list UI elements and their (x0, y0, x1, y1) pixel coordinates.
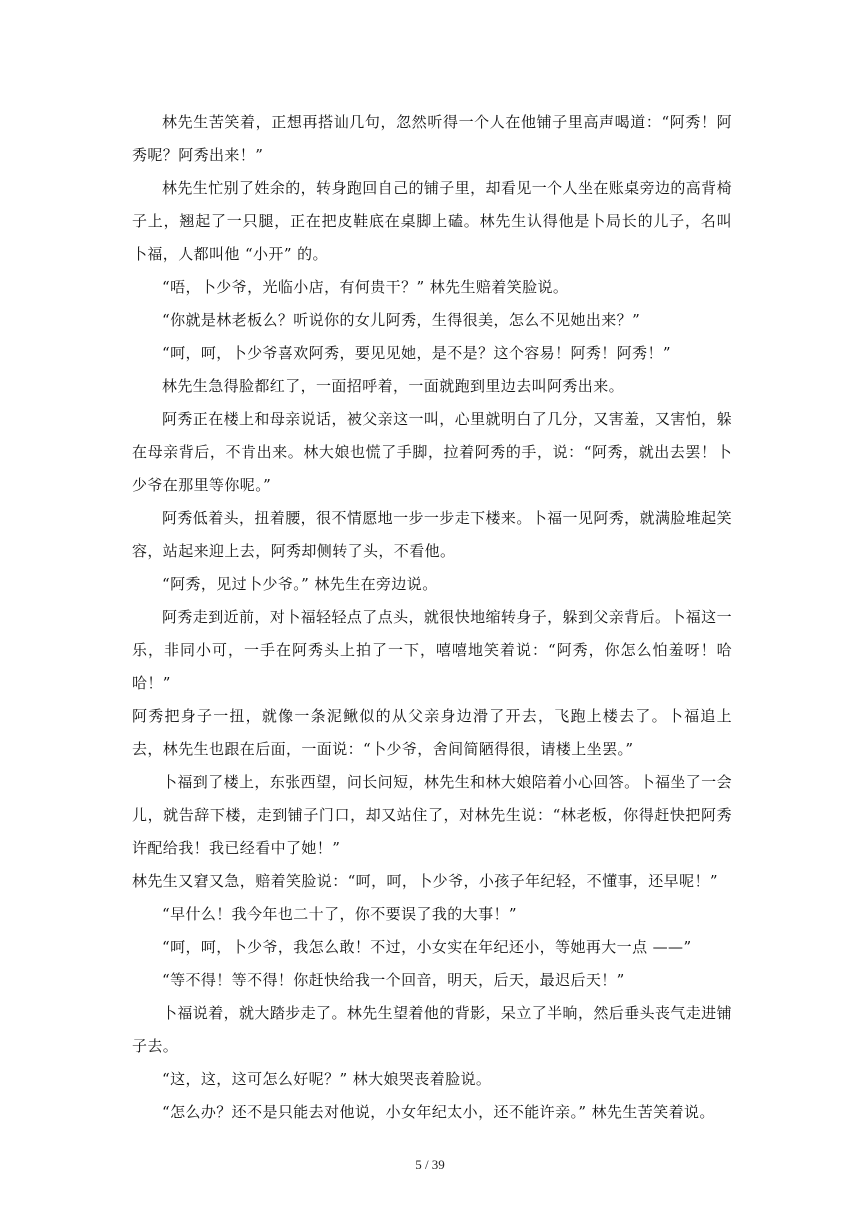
page-number: 5 / 39 (415, 1157, 445, 1172)
paragraph: 林先生又窘又急，赔着笑脸说：“呵，呵，卜少爷，小孩子年纪轻，不懂事，还早呢！” (132, 872, 718, 890)
paragraph: “等不得！等不得！你赶快给我一个回音，明天，后天，最迟后天！” (162, 971, 625, 989)
paragraph: 卜福说着，就大踏步走了。林先生望着他的背影，呆立了半晌，然后垂头丧气走进铺子去。 (132, 1004, 732, 1055)
paragraph: 阿秀低着头，扭着腰，很不情愿地一步一步走下楼来。卜福一见阿秀，就满脸堆起笑容，站起来迎上去，阿秀却侧转了头，不看他。 (132, 509, 732, 560)
paragraph: 林先生苦笑着，正想再搭讪几句，忽然听得一个人在他铺子里高声喝道：“阿秀！阿秀呢？阿秀出来！” (132, 113, 732, 164)
paragraph: 阿秀正在楼上和母亲说话，被父亲这一叫，心里就明白了几分，又害羞，又害怕，躲在母亲背后，不肯出来。林大娘也慌了手脚，拉着阿秀的手，说：“阿秀，就出去罢！卜少爷在那里等你呢。” (132, 410, 732, 494)
paragraph: 阿秀把身子一扭，就像一条泥鳅似的从父亲身边滑了开去，飞跑上楼去了。卜福追上去，林先生也跟在后面，一面说：“卜少爷，舍间简陋得很，请楼上坐罢。” (132, 707, 732, 758)
paragraph: “怎么办？还不是只能去对他说，小女年纪太小，还不能许亲。” 林先生苦笑着说。 (162, 1103, 715, 1121)
paragraph: “唔，卜少爷，光临小店，有何贵干？” 林先生赔着笑脸说。 (162, 278, 569, 296)
paragraph: “呵，呵，卜少爷，我怎么敢！不过，小女实在年纪还小，等她再大一点 ——” (162, 938, 692, 956)
paragraph: 林先生忙别了姓余的，转身跑回自己的铺子里，却看见一个人坐在账桌旁边的高背椅子上，翘起了一只腿，正在把皮鞋底在桌脚上磕。林先生认得他是卜局长的儿子，名叫卜福，人都叫他 “小开” 的。 (132, 179, 732, 263)
paragraph: “阿秀，见过卜少爷。” 林先生在旁边说。 (162, 575, 438, 593)
paragraph: “你就是林老板么？听说你的女儿阿秀，生得很美，怎么不见她出来？” (162, 311, 641, 329)
paragraph: 林先生急得脸都红了，一面招呼着，一面就跑到里边去叫阿秀出来。 (162, 377, 625, 395)
paragraph: “这，这，这可怎么好呢？” 林大娘哭丧着脸说。 (162, 1070, 492, 1088)
paragraph: 卜福到了楼上，东张西望，问长问短，林先生和林大娘陪着小心回答。卜福坐了一会儿，就告辞下楼，走到铺子门口，却又站住了，对林先生说：“林老板，你得赶快把阿秀许配给我！我已经看中了她！” (132, 773, 732, 857)
document-body (132, 106, 732, 1129)
paragraph: “呵，呵，卜少爷喜欢阿秀，要见见她，是不是？这个容易！阿秀！阿秀！” (162, 344, 671, 362)
paragraph: “早什么！我今年也二十了，你不要误了我的大事！” (162, 905, 517, 923)
paragraph: 阿秀走到近前，对卜福轻轻点了点头，就很快地缩转身子，躲到父亲背后。卜福这一乐，非同小可，一手在阿秀头上拍了一下，嘻嘻地笑着说：“阿秀，你怎么怕羞呀！哈哈！” (132, 608, 732, 692)
